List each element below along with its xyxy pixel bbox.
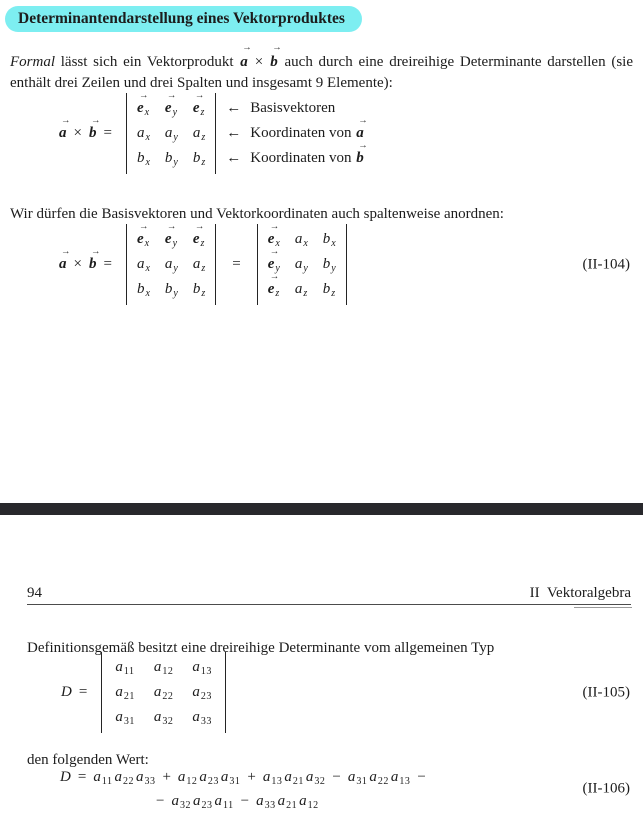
row-annotation-basis: [226, 96, 364, 121]
math-symbol: [323, 231, 336, 248]
math-symbol: [348, 769, 368, 786]
symbol-subscript: 13: [399, 775, 411, 787]
symbol-subscript: z: [201, 157, 206, 168]
equation-number: (II-106): [582, 780, 630, 797]
equation-II-104: [0, 224, 643, 305]
symbol-subscript: 31: [356, 775, 368, 787]
equation-lhs: [60, 684, 93, 701]
vector-arrow-icon: →: [61, 116, 71, 126]
symbol-subscript: 23: [201, 799, 213, 811]
page-break-bar: [0, 503, 643, 515]
math-symbol: [193, 256, 205, 273]
symbol-base: a: [192, 659, 200, 675]
symbol-base: b: [192, 150, 201, 166]
symbol-base: a: [115, 659, 123, 675]
symbol-subscript: 11: [123, 666, 135, 677]
vector-arrow-icon: →: [166, 222, 177, 232]
math-symbol: [137, 281, 150, 298]
vector-symbol: [164, 222, 178, 249]
vector-arrow-icon: →: [242, 43, 252, 53]
symbol-subscript: 12: [307, 799, 319, 811]
math-symbol: [193, 125, 205, 142]
symbol-base: a: [115, 709, 123, 725]
symbol-base: a: [284, 768, 292, 785]
math-symbol: [295, 281, 307, 298]
matrix-cell: [192, 277, 206, 302]
vector-arrow-icon: →: [272, 43, 282, 53]
vector-arrow-icon: →: [138, 91, 149, 101]
symbol-base: a: [153, 684, 162, 700]
symbol-base: a: [192, 709, 200, 725]
math-symbol: [369, 769, 389, 786]
symbol-base: e: [192, 100, 200, 116]
left-arrow-icon: ←: [226, 125, 242, 141]
symbol-subscript: 33: [144, 775, 156, 787]
math-symbol: [165, 256, 178, 273]
page-number: 94: [27, 585, 42, 601]
matrix-cell: [322, 227, 337, 252]
equation-lhs: [58, 247, 118, 273]
symbol-base: a: [192, 684, 200, 700]
symbol-base: a: [256, 792, 264, 809]
symbol-subscript: z: [200, 107, 205, 118]
left-arrow-icon: ←: [226, 100, 242, 116]
symbol-base: a: [294, 231, 303, 247]
math-symbol: [278, 793, 298, 810]
symbol-subscript: x: [303, 238, 308, 249]
symbol-subscript: 21: [292, 775, 304, 787]
symbol-subscript: 21: [286, 799, 298, 811]
equation-II-105: [0, 652, 643, 733]
symbol-subscript: 13: [271, 775, 283, 787]
symbol-subscript: 23: [207, 775, 219, 787]
matrix-cell: [192, 146, 206, 171]
math-symbol: [115, 684, 135, 701]
math-symbol: [136, 769, 156, 786]
symbol-base: a: [277, 792, 286, 809]
vector-arrow-icon: →: [269, 222, 280, 232]
math-symbol: [61, 684, 72, 701]
determinant-matrix-columnwise: [257, 224, 347, 305]
symbol-subscript: y: [275, 263, 280, 274]
symbol-subscript: z: [331, 288, 336, 299]
symbol-subscript: x: [145, 288, 150, 299]
math-symbol: [165, 150, 178, 167]
symbol-base: a: [153, 709, 162, 725]
header-rule-shadow: [574, 607, 632, 608]
symbol-base: a: [192, 125, 201, 141]
equation-number: (II-105): [582, 684, 630, 700]
math-symbol: [214, 793, 233, 810]
vector-arrow-icon: →: [358, 141, 368, 151]
symbol-base: a: [356, 125, 364, 141]
symbol-base: a: [153, 659, 162, 675]
matrix-cell: [136, 222, 151, 252]
text-run: den folgenden Wert:: [27, 752, 149, 768]
row-annotations: [226, 96, 368, 171]
matrix-cell: [164, 146, 179, 171]
symbol-base: e: [136, 231, 144, 247]
matrix-cell: [294, 252, 309, 277]
math-symbol: [192, 709, 212, 726]
section-heading-highlight: [5, 6, 362, 32]
math-symbol: [391, 769, 411, 786]
symbol-base: a: [192, 256, 201, 272]
math-symbol: [137, 125, 150, 142]
symbol-subscript: y: [173, 288, 178, 299]
symbol-base: a: [214, 792, 222, 809]
header-rule: [27, 604, 631, 605]
vector-arrow-icon: →: [194, 91, 205, 101]
vector-symbol: [164, 91, 178, 118]
vector-arrow-icon: →: [194, 222, 205, 232]
text-run: Wir dürfen die Basisvektoren und Vektorkoordinaten auch spaltenweise anordnen:: [10, 206, 504, 222]
vector-symbol: [356, 141, 368, 167]
equation-line-1: [59, 765, 643, 789]
math-operator: −: [332, 768, 341, 785]
matrix-cell: [191, 655, 213, 680]
symbol-subscript: 21: [123, 691, 135, 702]
math-operator: ×: [254, 54, 264, 70]
symbol-subscript: z: [201, 288, 206, 299]
symbol-base: a: [347, 768, 356, 785]
vector-arrow-icon: →: [269, 272, 280, 282]
symbol-subscript: y: [172, 107, 178, 118]
vector-symbol: [88, 247, 101, 273]
math-symbol: [115, 709, 135, 726]
symbol-base: a: [262, 768, 271, 785]
symbol-subscript: z: [201, 132, 206, 143]
symbol-base: a: [177, 768, 186, 785]
symbol-subscript: 31: [229, 775, 241, 787]
math-operator: =: [78, 684, 88, 700]
symbol-base: a: [299, 792, 307, 809]
math-operator: −: [240, 792, 250, 809]
math-operator: −: [417, 768, 426, 785]
symbol-base: b: [164, 150, 173, 166]
math-symbol: [115, 659, 134, 676]
matrix-cell: [153, 655, 175, 680]
equation-lhs: [58, 116, 118, 142]
symbol-subscript: 13: [200, 666, 212, 677]
matrix-cell: [164, 121, 179, 146]
vector-symbol: [136, 222, 150, 249]
symbol-base: a: [369, 768, 377, 785]
symbol-subscript: y: [173, 132, 178, 143]
symbol-base: e: [136, 100, 144, 116]
math-symbol: [295, 256, 308, 273]
vector-symbol: [88, 116, 101, 142]
matrix-cell: [114, 655, 136, 680]
symbol-subscript: 22: [122, 775, 134, 787]
text-run: Basisvektoren: [250, 100, 336, 116]
determinant-matrix: [126, 93, 216, 174]
determinant-matrix-rowwise: [126, 224, 216, 305]
vector-symbol: [267, 247, 280, 274]
symbol-base: a: [136, 256, 145, 272]
symbol-base: b: [322, 256, 331, 272]
matrix-cell: [136, 146, 151, 171]
matrix-cell: [136, 121, 151, 146]
symbol-subscript: 23: [200, 691, 212, 702]
vector-arrow-icon: →: [269, 247, 280, 257]
vector-symbol: [270, 43, 282, 73]
equation-number: (II-104): [582, 256, 630, 272]
equation-line-2: [150, 789, 643, 813]
math-symbol: [154, 684, 174, 701]
matrix-cell: [114, 680, 136, 705]
row-annotation-coords-a: [226, 116, 368, 146]
symbol-subscript: y: [172, 238, 178, 249]
intro-paragraph: [10, 43, 633, 94]
symbol-subscript: x: [145, 157, 150, 168]
math-symbol: [192, 684, 212, 701]
symbol-subscript: x: [144, 107, 150, 118]
matrix-cell: [192, 91, 206, 121]
matrix-cell: [191, 680, 213, 705]
symbol-base: a: [59, 125, 67, 141]
symbol-subscript: z: [201, 263, 206, 274]
text-run: Koordinaten von: [250, 150, 356, 166]
symbol-subscript: z: [275, 288, 280, 299]
symbol-base: a: [171, 792, 179, 809]
symbol-base: e: [267, 256, 275, 272]
matrix-cell: [322, 277, 337, 302]
math-symbol: [178, 769, 198, 786]
symbol-base: e: [192, 231, 200, 247]
math-operator: =: [103, 125, 112, 141]
symbol-subscript: 11: [222, 799, 234, 811]
math-operator: ×: [73, 256, 82, 272]
math-symbol: [323, 256, 336, 273]
vector-arrow-icon: →: [358, 116, 368, 126]
chapter-title: II Vektoralgebra: [529, 585, 631, 601]
math-symbol: [221, 769, 241, 786]
matrix-cell: [192, 252, 206, 277]
matrix-cell: [136, 277, 151, 302]
vector-symbol: [136, 91, 150, 118]
symbol-base: a: [220, 768, 229, 785]
matrix-cell: [267, 272, 281, 302]
matrix-cell: [136, 91, 151, 121]
symbol-subscript: x: [145, 263, 150, 274]
symbol-base: b: [356, 150, 364, 166]
symbol-base: a: [136, 125, 145, 141]
paragraph-columnwise: [10, 204, 633, 225]
text-run: lässt sich ein Vektorprodukt: [55, 54, 240, 70]
math-symbol: [263, 769, 283, 786]
math-operator: +: [247, 768, 256, 785]
math-operator: ×: [73, 125, 82, 141]
math-symbol: [256, 793, 276, 810]
symbol-base: a: [114, 768, 122, 785]
math-symbol: [192, 659, 212, 676]
symbol-base: a: [305, 768, 314, 785]
symbol-subscript: 12: [186, 775, 198, 787]
symbol-subscript: y: [173, 157, 178, 168]
symbol-subscript: x: [145, 132, 150, 143]
matrix-cell: [153, 705, 175, 730]
row-annotation-coords-b: [226, 141, 368, 171]
symbol-base: a: [294, 281, 303, 297]
matrix-cell: [322, 252, 337, 277]
vector-arrow-icon: →: [166, 91, 177, 101]
math-symbol: [154, 709, 174, 726]
math-operator: =: [77, 768, 87, 785]
vector-symbol: [267, 222, 280, 249]
vector-symbol: [59, 247, 71, 273]
matrix-cell: [294, 277, 309, 302]
symbol-base: b: [88, 256, 97, 272]
math-symbol: [295, 231, 308, 248]
symbol-subscript: 11: [101, 775, 113, 787]
vector-symbol: [59, 116, 71, 142]
vector-symbol: [267, 272, 280, 299]
symbol-subscript: 12: [162, 666, 174, 677]
symbol-subscript: 22: [162, 691, 174, 702]
vector-symbol: [356, 116, 368, 142]
symbol-base: a: [390, 768, 399, 785]
symbol-subscript: 22: [377, 775, 389, 787]
math-symbol: [165, 281, 178, 298]
symbol-subscript: 33: [200, 716, 212, 727]
symbol-base: e: [267, 231, 275, 247]
symbol-subscript: x: [331, 238, 336, 249]
symbol-base: b: [270, 54, 278, 70]
math-symbol: [114, 769, 134, 786]
vector-arrow-icon: →: [61, 247, 71, 257]
matrix-cell: [192, 222, 206, 252]
vector-symbol: [192, 222, 205, 249]
symbol-base: a: [192, 792, 201, 809]
symbol-subscript: y: [331, 263, 336, 274]
math-symbol: [137, 256, 150, 273]
left-arrow-icon: ←: [226, 150, 242, 166]
math-symbol: [60, 769, 71, 786]
symbol-base: b: [192, 281, 201, 297]
symbol-base: a: [164, 256, 173, 272]
math-symbol: [193, 793, 213, 810]
symbol-subscript: 31: [123, 716, 135, 727]
math-operator: =: [232, 256, 241, 272]
math-symbol: [137, 150, 150, 167]
symbol-base: b: [88, 125, 97, 141]
math-symbol: [284, 769, 304, 786]
symbol-subscript: x: [275, 238, 280, 249]
symbol-subscript: x: [144, 238, 150, 249]
math-symbol: [299, 793, 319, 810]
text-run: auch durch eine dreireihige Determinante darstellen (sie enthält drei Zeilen und drei Spalten und insgesamt 9 Elemente):: [10, 54, 633, 91]
text-run: Definitionsgemäß besitzt eine dreireihige Determinante vom allgemeinen Typ: [27, 640, 495, 656]
matrix-cell: [164, 252, 179, 277]
vector-arrow-icon: →: [90, 116, 101, 126]
symbol-subscript: y: [303, 263, 308, 274]
math-symbol: [165, 125, 178, 142]
symbol-subscript: y: [173, 263, 178, 274]
symbol-subscript: z: [303, 288, 308, 299]
matrix-cell: [136, 252, 151, 277]
matrix-cell: [164, 222, 179, 252]
determinant-matrix-general: [101, 652, 226, 733]
symbol-subscript: 32: [162, 716, 174, 727]
symbol-base: b: [164, 281, 173, 297]
vector-arrow-icon: →: [138, 222, 149, 232]
matrix-cell: [294, 227, 309, 252]
symbol-base: e: [267, 281, 275, 297]
matrix-cell: [191, 705, 213, 730]
math-symbol: [306, 769, 326, 786]
symbol-subscript: 33: [264, 799, 276, 811]
symbol-base: a: [240, 54, 248, 70]
symbol-base: D: [61, 684, 72, 700]
matrix-cell: [114, 705, 136, 730]
math-symbol: [193, 150, 205, 167]
math-symbol: [93, 769, 112, 786]
symbol-base: e: [164, 100, 172, 116]
symbol-base: e: [164, 231, 172, 247]
symbol-subscript: 32: [179, 799, 191, 811]
vector-symbol: [240, 43, 252, 73]
symbol-base: a: [135, 768, 144, 785]
vector-arrow-icon: →: [90, 247, 101, 257]
equation-cross-product-determinant: [58, 91, 368, 174]
symbol-base: a: [93, 768, 101, 785]
matrix-cell: [192, 121, 206, 146]
math-symbol: [171, 793, 191, 810]
math-operator: −: [156, 792, 165, 809]
running-header: [27, 582, 631, 602]
text-run: Koordinaten von: [250, 125, 356, 141]
symbol-base: a: [115, 684, 123, 700]
equation-II-106: [0, 765, 643, 813]
symbol-base: a: [199, 768, 207, 785]
math-symbol: [154, 659, 174, 676]
matrix-cell: [164, 91, 179, 121]
math-symbol: [193, 281, 205, 298]
symbol-base: a: [164, 125, 173, 141]
math-operator: +: [162, 768, 171, 785]
symbol-base: b: [322, 281, 331, 297]
section-heading: Determinantendarstellung eines Vektorproduktes: [18, 10, 345, 27]
symbol-subscript: z: [200, 238, 205, 249]
symbol-base: b: [136, 281, 145, 297]
matrix-cell: [153, 680, 175, 705]
equals-sign: [226, 256, 246, 273]
symbol-base: b: [136, 150, 145, 166]
symbol-base: a: [59, 256, 67, 272]
symbol-subscript: 32: [314, 775, 326, 787]
math-symbol: [199, 769, 219, 786]
vector-symbol: [192, 91, 205, 118]
matrix-cell: [164, 277, 179, 302]
symbol-base: D: [60, 768, 71, 785]
text-run: Formal: [10, 54, 55, 70]
math-operator: =: [103, 256, 112, 272]
math-symbol: [323, 281, 335, 298]
symbol-base: b: [322, 231, 331, 247]
symbol-base: a: [294, 256, 303, 272]
